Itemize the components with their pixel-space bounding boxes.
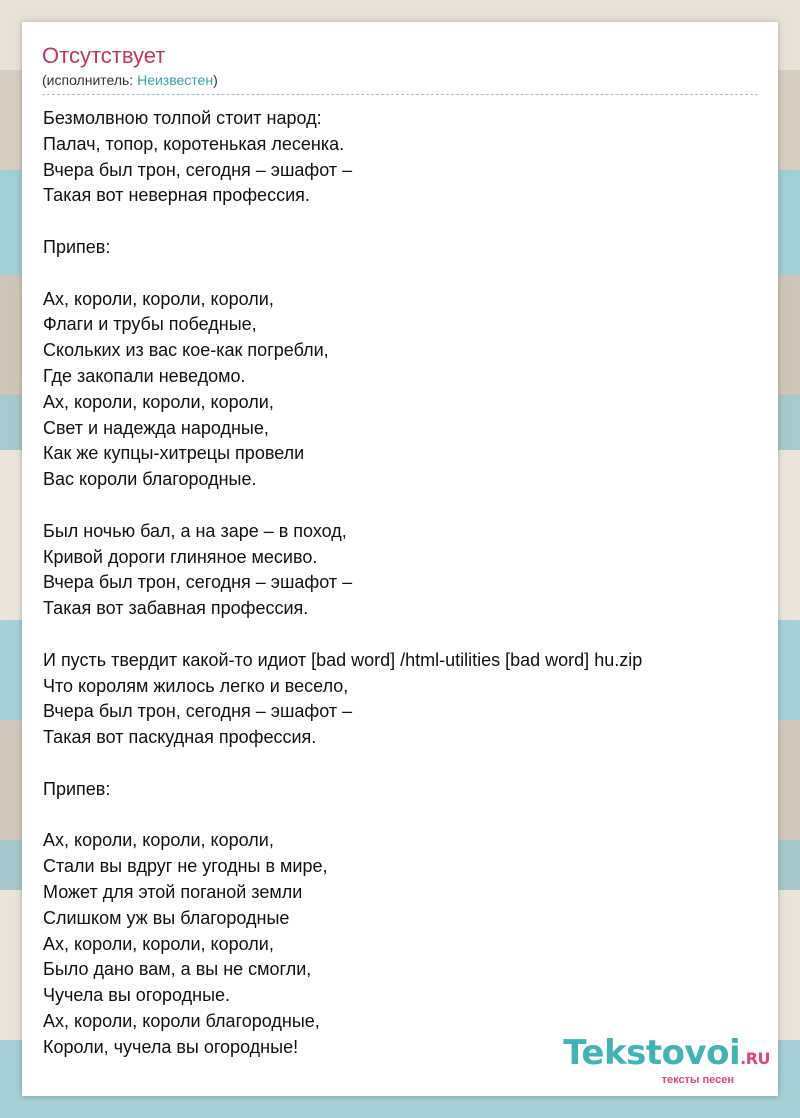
lyric-line: Ах, короли, короли, короли,: [43, 288, 274, 309]
logo-tagline: тексты песен: [661, 1074, 734, 1086]
artist-suffix: ): [213, 72, 218, 88]
lyric-line: Чучела вы огородные.: [43, 985, 231, 1006]
lyric-line: И пусть твердит какой-то идиот [bad word] /html-utilities [bad word] hu.zip: [43, 649, 643, 670]
lyric-line: Ах, короли, короли благородные,: [43, 1010, 320, 1031]
lyric-blank-line: [43, 803, 759, 829]
lyric-line: Скольких из вас кое-как погребли,: [43, 340, 329, 361]
lyric-line: Свет и надежда народные,: [43, 417, 269, 438]
lyric-line: Вчера был трон, сегодня – эшафот –: [43, 159, 353, 180]
lyric-line: Флаги и трубы победные,: [43, 314, 257, 335]
lyric-blank-line: [43, 751, 759, 777]
lyric-line: Припев:: [43, 778, 111, 799]
lyric-line: Кривой дороги глиняное месиво.: [43, 546, 318, 567]
lyrics-body: [43, 106, 759, 1060]
song-header: [42, 42, 758, 95]
lyric-line: Такая вот забавная профессия.: [43, 598, 309, 619]
artist-prefix: (исполнитель:: [42, 72, 138, 88]
lyric-line: Стали вы вдруг не угодны в мире,: [43, 856, 328, 877]
logo-main-text: Tekstovoi: [563, 1033, 741, 1073]
lyric-line: Такая вот паскудная профессия.: [43, 727, 317, 748]
song-title: Отсутствует: [42, 43, 166, 68]
lyric-blank-line: [43, 622, 759, 648]
artist-line: [42, 70, 758, 90]
lyric-blank-line: [43, 493, 759, 519]
lyric-line: Что королям жилось легко и весело,: [43, 675, 349, 696]
site-logo[interactable]: [563, 1033, 770, 1086]
lyric-line: Ах, короли, короли, короли,: [43, 391, 274, 412]
lyric-line: Был ночью бал, а на заре – в поход,: [43, 520, 347, 541]
logo-domain: .RU: [740, 1049, 770, 1068]
logo-wordmark: [563, 1033, 770, 1076]
artist-link[interactable]: Неизвестен: [137, 72, 214, 88]
lyric-line: Где закопали неведомо.: [43, 365, 246, 386]
lyric-line: Слишком уж вы благородные: [43, 907, 290, 928]
lyric-line: Припев:: [43, 236, 111, 257]
lyric-line: Вас короли благородные.: [43, 469, 257, 490]
lyric-line: Ах, короли, короли, короли,: [43, 830, 274, 851]
lyric-line: Такая вот неверная профессия.: [43, 185, 310, 206]
lyric-line: Палач, топор, коротенькая лесенка.: [43, 133, 345, 154]
lyric-line: Было дано вам, а вы не смогли,: [43, 959, 312, 980]
lyric-line: Вчера был трон, сегодня – эшафот –: [43, 572, 353, 593]
lyric-line: Как же купцы-хитрецы провели: [43, 443, 305, 464]
lyric-line: Ах, короли, короли, короли,: [43, 933, 274, 954]
lyric-line: Короли, чучела вы огородные!: [43, 1036, 299, 1057]
lyrics-sheet: [22, 22, 778, 1096]
lyric-line: Может для этой поганой земли: [43, 881, 303, 902]
lyric-blank-line: [43, 261, 759, 287]
lyric-line: Вчера был трон, сегодня – эшафот –: [43, 701, 353, 722]
lyric-line: Безмолвною толпой стоит народ:: [43, 108, 322, 128]
lyric-blank-line: [43, 209, 759, 235]
